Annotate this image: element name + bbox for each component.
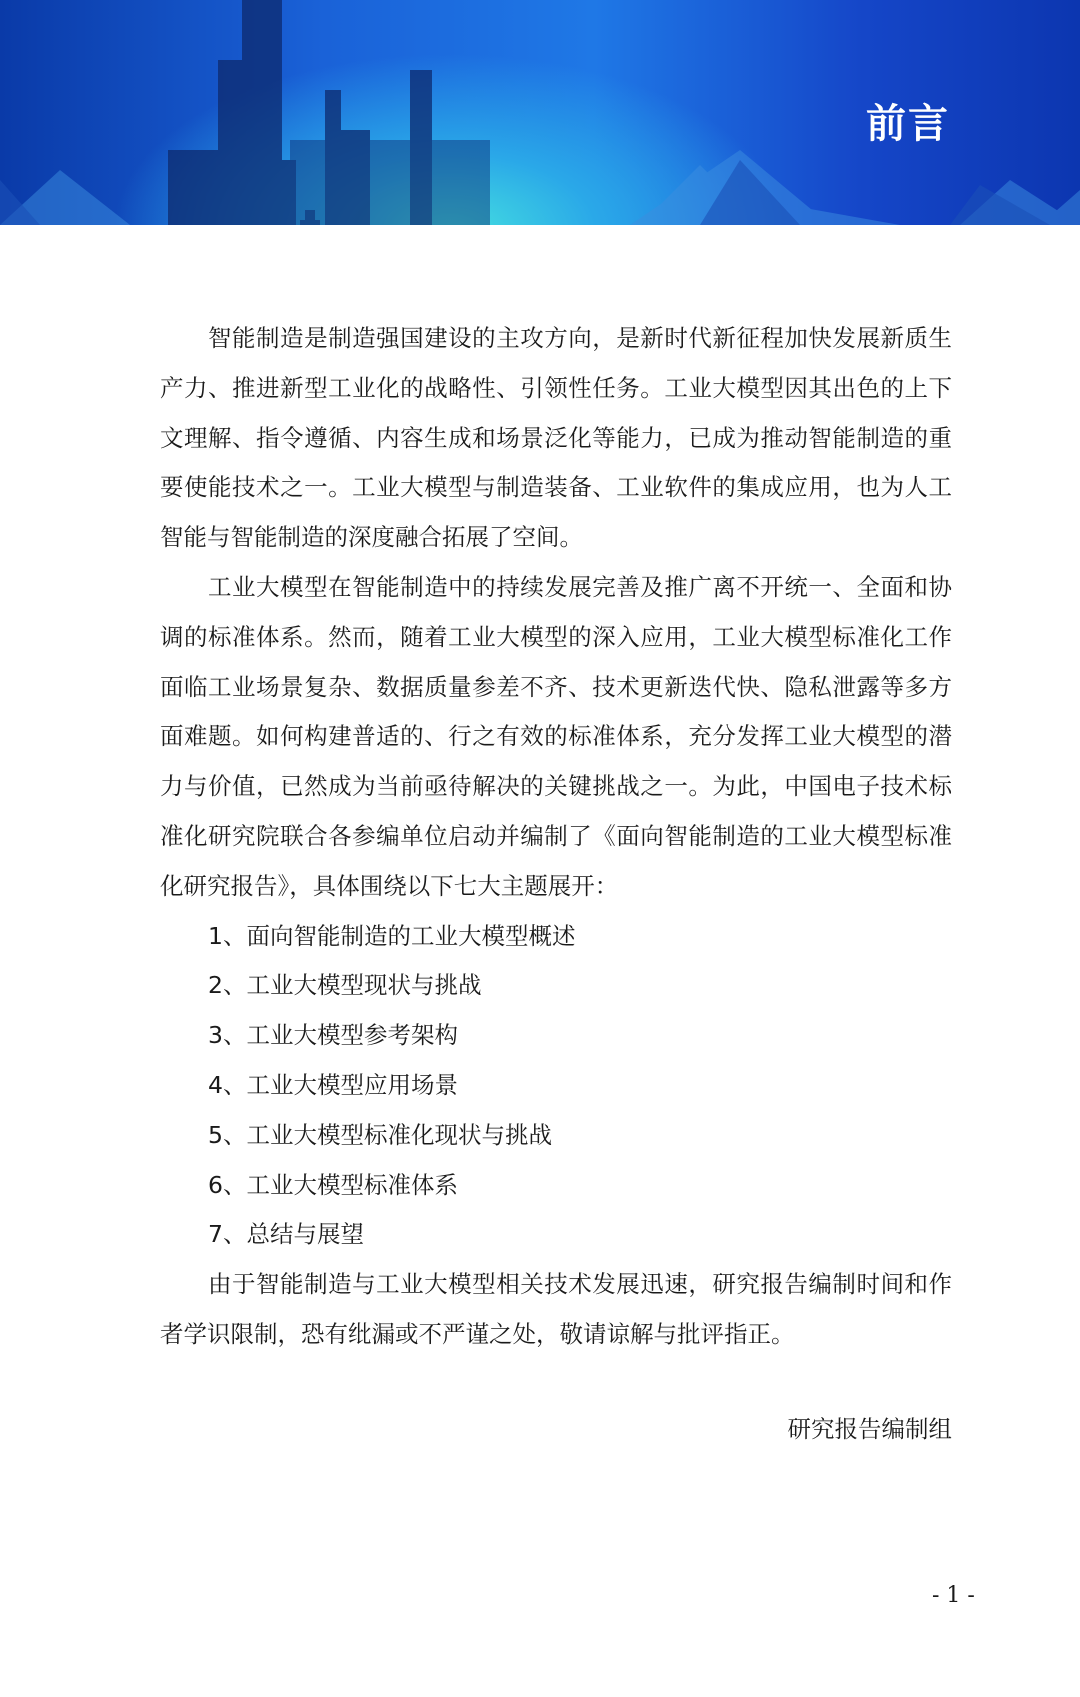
topic-item: 1、面向智能制造的工业大模型概述	[208, 921, 576, 950]
topic-item: 3、工业大模型参考架构	[208, 1021, 458, 1050]
preface-body	[160, 314, 952, 1360]
page-title: 前言	[866, 100, 950, 147]
closing-paragraph: 由于智能制造与工业大模型相关技术发展迅速，研究报告编制时间和作者学识限制，恐有纰漏或不严谨之处，敬请谅解与批评指正。	[160, 1270, 952, 1348]
paragraph: 工业大模型在智能制造中的持续发展完善及推广离不开统一、全面和协调的标准体系。然而，随着工业大模型的深入应用，工业大模型标准化工作面临工业场景复杂、数据质量参差不齐、技术更新迭代快、隐私泄露等多方面难题。如何构建普适的、行之有效的标准体系，充分发挥工业大模型的潜力与价值，已然成为当前亟待解决的关键挑战之一。为此，中国电子技术标准化研究院联合各参编单位启动并编制了《面向智能制造的工业大模型标准化研究报告》，具体围绕以下七大主题展开：	[160, 572, 952, 900]
topic-item: 6、工业大模型标准体系	[208, 1170, 458, 1199]
paragraph: 智能制造是制造强国建设的主攻方向，是新时代新征程加快发展新质生产力、推进新型工业化的战略性、引领性任务。工业大模型因其出色的上下文理解、指令遵循、内容生成和场景泛化等能力，已成为推动智能制造的重要使能技术之一。工业大模型与制造装备、工业软件的集成应用，也为人工智能与智能制造的深度融合拓展了空间。	[160, 324, 952, 552]
topic-item: 7、总结与展望	[208, 1220, 364, 1249]
signature: 研究报告编制组	[787, 1415, 952, 1443]
topic-item: 5、工业大模型标准化现状与挑战	[208, 1120, 552, 1149]
header-banner	[0, 0, 1080, 225]
topic-item: 2、工业大模型现状与挑战	[208, 971, 482, 1000]
topic-item: 4、工业大模型应用场景	[208, 1070, 458, 1099]
page-number: - 1 -	[932, 1583, 975, 1608]
